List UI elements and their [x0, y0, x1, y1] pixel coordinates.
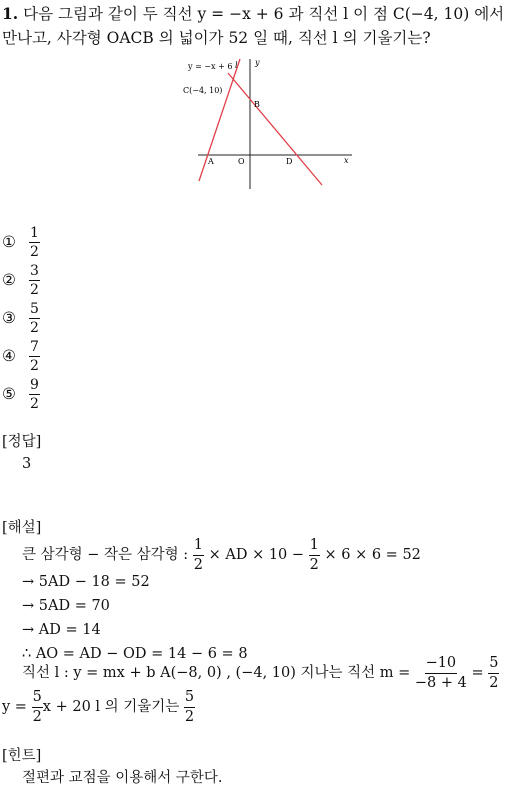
- solution-l6-frac-2-den: 2: [489, 674, 499, 691]
- solution-l6-text: 직선 l : y = mx + b A(−8, 0) , (−4, 10) 지나는 직선 m =: [22, 665, 415, 681]
- point-d-label: D: [286, 157, 293, 166]
- solution-l1-half-1-num: 1: [193, 538, 204, 556]
- point-o-label: O: [238, 157, 245, 166]
- hint-text: 절편과 교점을 이용해서 구한다.: [22, 770, 223, 786]
- solution-l6-frac-2: [488, 656, 499, 690]
- solution-l6-eq: =: [466, 665, 489, 681]
- solution-label: [해설]: [2, 520, 42, 536]
- choice-4-mark: ④: [2, 346, 16, 365]
- choice-5-den: 2: [29, 396, 39, 412]
- choice-3-fraction: [29, 302, 40, 335]
- solution-l6-frac-den: −8 + 4: [414, 674, 467, 691]
- coordinate-figure: [180, 55, 360, 195]
- solution-line-6: [22, 656, 499, 690]
- solution-l1-end: × 6 × 6 = 52: [319, 547, 421, 563]
- solution-line-4: → AD = 14: [22, 622, 101, 638]
- choice-1-den: 2: [29, 244, 39, 260]
- choice-4[interactable]: [2, 340, 40, 373]
- choice-2-fraction: [29, 264, 40, 297]
- choice-5[interactable]: [2, 378, 40, 411]
- choice-3-mark: ③: [2, 308, 16, 327]
- x-axis-label: x: [344, 156, 349, 165]
- choice-1-mark: ①: [2, 232, 16, 251]
- answer-value: 3: [22, 456, 32, 472]
- solution-l7-frac: [32, 690, 43, 724]
- solution-l6-frac-num: −10: [425, 656, 458, 674]
- choice-4-fraction: [29, 340, 40, 373]
- question-number: 1.: [2, 4, 19, 23]
- choice-3-num: 5: [29, 301, 39, 317]
- point-b-label: B: [254, 100, 260, 109]
- question-line-1: [2, 2, 504, 24]
- choice-5-mark: ⑤: [2, 384, 16, 403]
- question-text-2: 만나고, 사각형 OACB 의 넓이가 52 일 때, 직선 l 의 기울기는?: [2, 29, 431, 47]
- choice-3-den: 2: [29, 320, 39, 336]
- eq-label: y = −x + 6: [188, 62, 233, 71]
- choice-2[interactable]: [2, 264, 40, 297]
- solution-l7-frac-num: 5: [32, 690, 43, 708]
- choice-4-den: 2: [29, 358, 39, 374]
- hint-label: [힌트]: [2, 748, 42, 764]
- solution-l6-frac: [415, 656, 467, 690]
- solution-l1-half-2-num: 1: [309, 538, 320, 556]
- line-y-minus-x-plus-6: [228, 73, 322, 185]
- solution-l7-text: x + 20 l 의 기울기는: [42, 699, 184, 715]
- solution-line-5: ∴ AO = AD − OD = 14 − 6 = 8: [22, 646, 248, 662]
- solution-l1-half-2-den: 2: [309, 556, 319, 573]
- choice-5-fraction: [29, 378, 40, 411]
- solution-line-2: → 5AD − 18 = 52: [22, 574, 150, 590]
- answer-label: [정답]: [2, 434, 42, 450]
- question-text-1: 다음 그림과 같이 두 직선 y = −x + 6 과 직선 l 이 점 C(−4, 10) 에서: [23, 5, 505, 23]
- solution-line-3: → 5AD = 70: [22, 598, 110, 614]
- line-l: [199, 59, 240, 181]
- y-axis-label: y: [255, 58, 260, 67]
- choice-5-num: 9: [29, 377, 39, 393]
- choice-1-num: 1: [29, 225, 39, 241]
- solution-l1-prefix: 큰 삼각형 − 작은 삼각형 :: [22, 547, 193, 563]
- solution-line-1: [22, 538, 421, 572]
- solution-l7-frac-2-num: 5: [184, 690, 195, 708]
- solution-l1-half-1-den: 2: [193, 556, 203, 573]
- point-c-label: C(−4, 10): [183, 86, 223, 95]
- point-a-label: A: [208, 157, 214, 166]
- choice-2-num: 3: [29, 263, 39, 279]
- l-label: l: [235, 61, 238, 70]
- solution-l1-half-1: [193, 538, 204, 572]
- choice-3[interactable]: [2, 302, 40, 335]
- solution-l7-frac-den: 2: [32, 708, 42, 725]
- choice-1-fraction: [29, 226, 40, 259]
- question-line-2: [2, 26, 431, 48]
- solution-l1-half-2: [309, 538, 320, 572]
- solution-l1-mid: × AD × 10 −: [204, 547, 309, 563]
- choice-4-num: 7: [29, 339, 39, 355]
- choice-2-den: 2: [29, 282, 39, 298]
- choice-2-mark: ②: [2, 270, 16, 289]
- choice-1[interactable]: [2, 226, 40, 259]
- solution-line-7: [2, 690, 195, 724]
- solution-l7-frac-2-den: 2: [184, 708, 195, 725]
- solution-l6-frac-2-num: 5: [488, 656, 499, 674]
- solution-l7-frac-2: [184, 690, 195, 724]
- solution-l7-prefix: y =: [2, 699, 32, 715]
